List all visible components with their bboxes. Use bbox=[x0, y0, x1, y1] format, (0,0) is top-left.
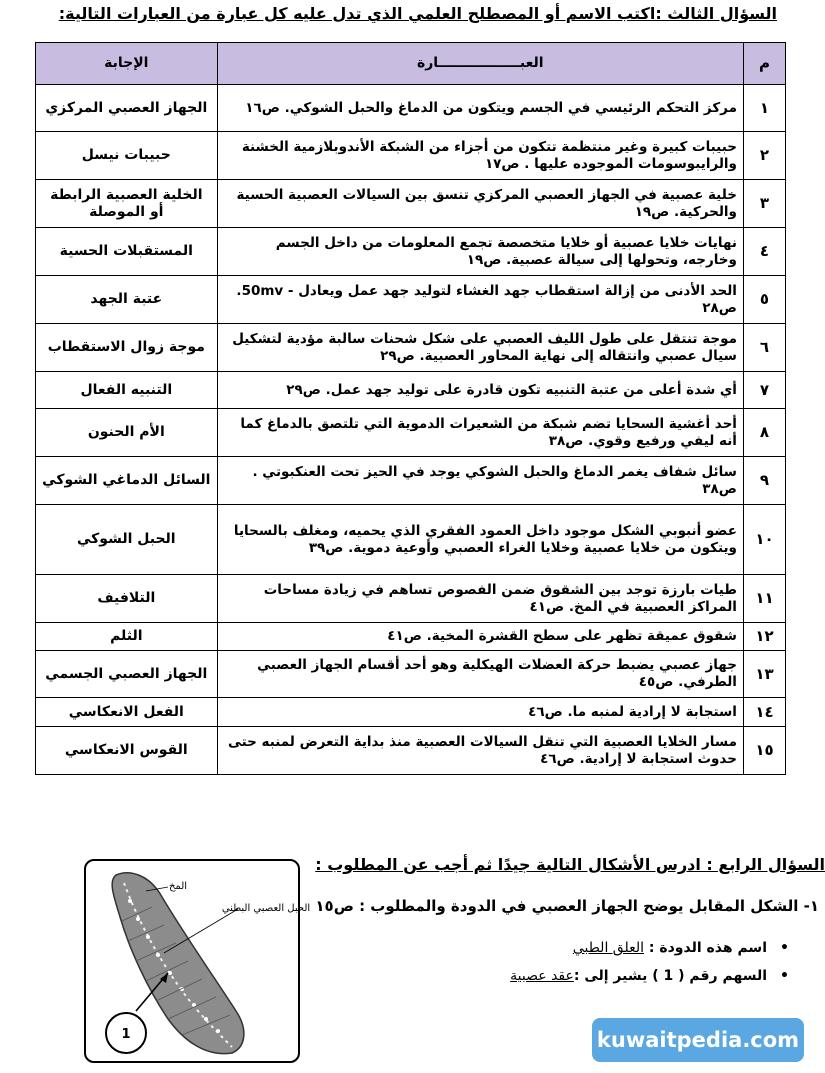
table-row bbox=[36, 457, 786, 505]
row-number: ٥ bbox=[743, 276, 785, 324]
question-4-title: السؤال الرابع : ادرس الأشكال التالية جيدًا ثم أجب عن المطلوب : bbox=[315, 855, 825, 874]
row-statement: سائل شفاف يغمر الدماغ والحبل الشوكي يوجد في الحيز تحت العنكبوتي . ص٣٨ bbox=[217, 457, 743, 505]
row-number: ١٠ bbox=[743, 505, 785, 575]
row-statement: استجابة لا إرادية لمنبه ما. ص٤٦ bbox=[217, 698, 743, 727]
row-statement: خلية عصبية في الجهاز العصبي المركزي تنسق بين السيالات العصبية الحسية والحركية. ص١٩ bbox=[217, 180, 743, 228]
row-number: ٤ bbox=[743, 228, 785, 276]
table-row bbox=[36, 623, 786, 651]
row-answer: حبيبات نيسل bbox=[36, 132, 218, 180]
row-statement: جهاز عصبي يضبط حركة العضلات الهيكلية وهو أحد أقسام الجهاز العصبي الطرفي. ص٤٥ bbox=[217, 651, 743, 698]
row-number: ١ bbox=[743, 85, 785, 132]
label-brain: المخ bbox=[168, 881, 188, 892]
label-cord bbox=[222, 903, 310, 914]
table-row bbox=[36, 409, 786, 457]
row-answer: القوس الانعكاسي bbox=[36, 727, 218, 775]
row-number: ٩ bbox=[743, 457, 785, 505]
table-row bbox=[36, 132, 786, 180]
row-statement: مسار الخلايا العصبية التي تنقل السيالات العصبية منذ بداية التعرض لمنبه حتى حدوث استجابة لا إرادية. ص٤٦ bbox=[217, 727, 743, 775]
row-statement: أي شدة أعلى من عتبة التنبيه تكون قادرة على توليد جهد عمل. ص٢٩ bbox=[217, 372, 743, 409]
item-answer: عقد عصبية bbox=[510, 968, 574, 984]
row-number: ١٤ bbox=[743, 698, 785, 727]
header-number: م bbox=[743, 43, 785, 85]
table-row bbox=[36, 575, 786, 623]
answers-list bbox=[510, 940, 767, 996]
row-number: ٦ bbox=[743, 324, 785, 372]
table-row bbox=[36, 324, 786, 372]
row-number: ٨ bbox=[743, 409, 785, 457]
row-answer: عتبة الجهد bbox=[36, 276, 218, 324]
table-row bbox=[36, 276, 786, 324]
table-row bbox=[36, 372, 786, 409]
label-cord-text: الحبل العصبي البطني bbox=[221, 903, 311, 914]
row-statement: نهايات خلايا عصبية أو خلايا متخصصة تجمع المعلومات من داخل الجسم وخارجه، وتحولها إلى سيالة عصبية. ص١٩ bbox=[217, 228, 743, 276]
row-answer: الفعل الانعكاسي bbox=[36, 698, 218, 727]
row-answer: الخلية العصبية الرابطة أو الموصلة bbox=[36, 180, 218, 228]
row-statement: موجة تنتقل على طول الليف العصبي على شكل شحنات سالبة مؤدية لتشكيل سيال عصبي وانتقاله إلى نهاية المحاور العصبية. ص٢٩ bbox=[217, 324, 743, 372]
row-number: ٣ bbox=[743, 180, 785, 228]
row-number: ١٥ bbox=[743, 727, 785, 775]
row-number: ١٣ bbox=[743, 651, 785, 698]
row-answer: الثلم bbox=[36, 623, 218, 651]
item-prefix: السهم رقم ( 1 ) يشير إلى : bbox=[573, 968, 767, 984]
table-row bbox=[36, 698, 786, 727]
row-answer: الجهاز العصبي الجسمي bbox=[36, 651, 218, 698]
terms-table bbox=[35, 42, 786, 775]
row-statement: شقوق عميقة تظهر على سطح القشرة المخية. ص٤١ bbox=[217, 623, 743, 651]
row-number: ٢ bbox=[743, 132, 785, 180]
leech-figure bbox=[84, 859, 311, 1063]
question-4-part-1: ١- الشكل المقابل يوضح الجهاز العصبي في الدودة والمطلوب : ص١٥ bbox=[315, 897, 819, 915]
row-answer: الجهاز العصبي المركزي bbox=[36, 85, 218, 132]
row-answer: الأم الحنون bbox=[36, 409, 218, 457]
row-statement: أحد أغشية السحايا تضم شبكة من الشعيرات الدموية التي تلتصق بالدماغ كما أنه ليفي ورفيع وقوي. ص٣٨ bbox=[217, 409, 743, 457]
row-statement: مركز التحكم الرئيسي في الجسم ويتكون من الدماغ والحبل الشوكي. ص١٦ bbox=[217, 85, 743, 132]
row-answer: السائل الدماغي الشوكي bbox=[36, 457, 218, 505]
item-prefix: اسم هذه الدودة : bbox=[644, 940, 767, 956]
leech-illustration bbox=[86, 861, 311, 1061]
header-statement: العبـــــــــــــــــارة bbox=[217, 43, 743, 85]
question-3-title: السؤال الثالث :اكتب الاسم أو المصطلح العلمي الذي تدل عليه كل عبارة من العبارات التالية: bbox=[58, 4, 777, 23]
list-item bbox=[510, 968, 767, 984]
row-statement: طيات بارزة توجد بين الشقوق ضمن الفصوص تساهم في زيادة مساحات المراكز العصبية في المخ. ص٤١ bbox=[217, 575, 743, 623]
watermark-logo: kuwaitpedia.com bbox=[592, 1018, 804, 1062]
table-row bbox=[36, 85, 786, 132]
table-header-row bbox=[36, 43, 786, 85]
table-row bbox=[36, 651, 786, 698]
table-row bbox=[36, 727, 786, 775]
row-number: ١٢ bbox=[743, 623, 785, 651]
list-item bbox=[510, 940, 767, 956]
row-answer: التنبيه الفعال bbox=[36, 372, 218, 409]
row-number: ٧ bbox=[743, 372, 785, 409]
row-answer: الحبل الشوكي bbox=[36, 505, 218, 575]
row-statement: عضو أنبوبي الشكل موجود داخل العمود الفقري الذي يحميه، ومغلف بالسحايا ويتكون من خلايا عصبية وخلايا الغراء العصبي وأوعية دموية. ص٣٩ bbox=[217, 505, 743, 575]
table-row bbox=[36, 180, 786, 228]
row-answer: التلافيف bbox=[36, 575, 218, 623]
row-statement: حبيبات كبيرة وغير منتظمة تتكون من أجزاء من الشبكة الأندوبلازمية الخشنة والرايبوسومات الموجوده عليها . ص١٧ bbox=[217, 132, 743, 180]
row-answer: المستقبلات الحسية bbox=[36, 228, 218, 276]
header-answer: الإجابة bbox=[36, 43, 218, 85]
table-row bbox=[36, 228, 786, 276]
marker-number: 1 bbox=[121, 1027, 131, 1042]
table-row bbox=[36, 505, 786, 575]
row-statement: الحد الأدنى من إزالة استقطاب جهد الغشاء لتوليد جهد عمل ويعادل - 50mv. ص٢٨ bbox=[217, 276, 743, 324]
item-answer: العلق الطبي bbox=[572, 940, 644, 956]
row-number: ١١ bbox=[743, 575, 785, 623]
row-answer: موجة زوال الاستقطاب bbox=[36, 324, 218, 372]
